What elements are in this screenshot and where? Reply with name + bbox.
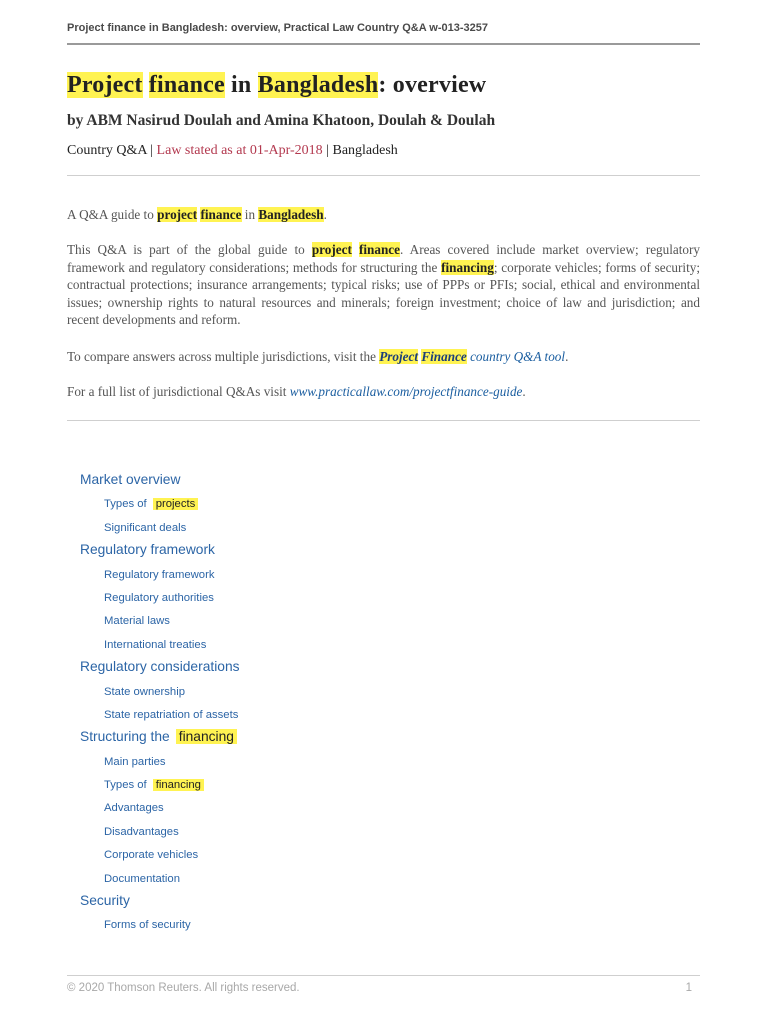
footer-copyright: © 2020 Thomson Reuters. All rights reserved.: [67, 982, 300, 994]
toc-regulatory-considerations[interactable]: Regulatory considerations: [80, 659, 240, 675]
qa-tool-link[interactable]: Project Finance country Q&A tool: [379, 349, 566, 364]
meta-separator-1: |: [150, 143, 154, 158]
toc-documentation[interactable]: Documentation: [104, 872, 180, 885]
guide-link[interactable]: www.practicallaw.com/projectfinance-guide: [289, 384, 523, 399]
intro-paragraph-1: A Q&A guide to project finance in Bangladesh.: [67, 207, 327, 222]
toc-state-repatriation[interactable]: State repatriation of assets: [104, 708, 239, 721]
header-rule: [67, 43, 700, 45]
toc-types-of-projects[interactable]: Types of projects: [80, 493, 240, 516]
intro-paragraph-4: For a full list of jurisdictional Q&As visit www.practicallaw.com/projectfinance-guide.: [67, 384, 526, 399]
intro-rule: [67, 420, 700, 421]
title-word-in: in: [231, 72, 252, 98]
title-word-overview: : overview: [378, 72, 487, 98]
toc-security[interactable]: Security: [80, 893, 130, 909]
law-stated-date: Law stated as at 01-Apr-2018: [156, 143, 323, 158]
meta-separator-2: |: [326, 143, 329, 158]
toc-regulatory-authorities[interactable]: Regulatory authorities: [104, 591, 214, 604]
intro-paragraph-3: To compare answers across multiple jurisdictions, visit the Project Finance country Q&A tool.: [67, 349, 569, 364]
title-word-project: Project: [67, 72, 143, 98]
running-header: Project finance in Bangladesh: overview, Practical Law Country Q&A w-013-3257: [67, 22, 488, 34]
page-number: 1: [685, 982, 692, 994]
jurisdiction: Bangladesh: [332, 143, 398, 158]
footer-rule: [67, 975, 700, 976]
intro-paragraph-2: This Q&A is part of the global guide to project finance. Areas covered include market overview; regulatory framework and regulatory considerations; methods for structuring the financing; corporate vehicles; forms of security; contractual protections; insurance arrangements; typical risks; use of PPPs or PFIs; social, ethical and environmental issues; ownership rights to natural resources and minerals; foreign investment; choice of law and jurisdiction; and recent developments and reform.: [67, 242, 701, 328]
toc-corporate-vehicles[interactable]: Corporate vehicles: [104, 849, 199, 862]
toc-state-ownership[interactable]: State ownership: [104, 685, 186, 698]
meta-rule: [67, 175, 700, 176]
toc-structuring-financing[interactable]: Structuring the financing: [80, 727, 240, 750]
toc-regulatory-framework[interactable]: Regulatory framework: [80, 542, 215, 558]
title-word-finance: finance: [148, 72, 225, 98]
toc-material-laws[interactable]: Material laws: [104, 615, 170, 628]
authors-line: by ABM Nasirud Doulah and Amina Khatoon, Doulah & Doulah: [67, 112, 496, 129]
table-of-contents: [80, 470, 240, 938]
toc-main-parties[interactable]: Main parties: [104, 755, 166, 768]
toc-types-of-financing[interactable]: Types of financing: [80, 774, 240, 797]
meta-line: [67, 143, 398, 159]
toc-significant-deals[interactable]: Significant deals: [104, 521, 187, 534]
toc-advantages[interactable]: Advantages: [104, 802, 164, 815]
toc-international-treaties[interactable]: International treaties: [104, 638, 207, 651]
toc-regulatory-framework-sub[interactable]: Regulatory framework: [104, 568, 215, 581]
toc-disadvantages[interactable]: Disadvantages: [104, 825, 179, 838]
title-word-bangladesh: Bangladesh: [257, 72, 379, 98]
toc-forms-of-security[interactable]: Forms of security: [104, 919, 191, 932]
doc-type: Country Q&A: [67, 143, 147, 158]
page-title: [67, 72, 486, 99]
toc-market-overview[interactable]: Market overview: [80, 472, 181, 487]
